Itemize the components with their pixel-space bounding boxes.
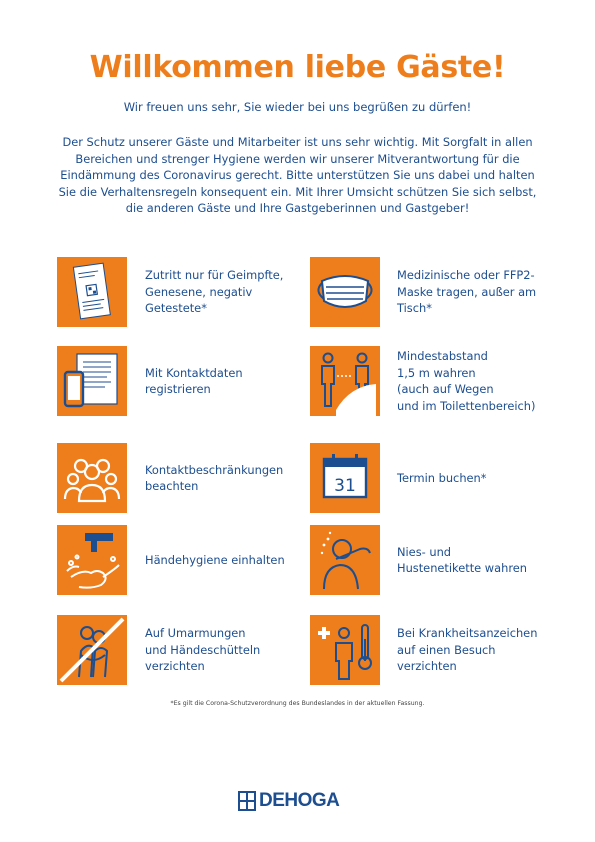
page-title: Willkommen liebe Gäste! (89, 50, 506, 85)
group-icon (57, 443, 127, 513)
rule-label-sneeze: Nies- und Hustenetikette wahren (397, 544, 527, 575)
no-hugging-icon (57, 615, 127, 685)
logo-wordmark: DEHOGA (259, 790, 340, 811)
subtitle: Wir freuen uns sehr, Sie wieder bei uns begrüßen zu dürfen! (123, 100, 472, 114)
sneeze-icon (310, 525, 380, 595)
footnote: *Es gilt die Corona-Schutzverordnung des Bundeslandes in der aktuellen Fassung. (170, 700, 425, 707)
rule-label-nohug: Auf Umarmungen und Händeschütteln verzichten (145, 626, 261, 674)
intro-text (20, 134, 575, 217)
rule-label-distance: Mindestabstand 1,5 m wahren (auch auf Wegen und im Toilettenbereich) (397, 349, 536, 413)
hand-washing-icon (57, 525, 127, 595)
intro-line: Eindämmung des Coronavirus gerecht. Bitte unterstützen Sie uns dabei und halten (60, 168, 535, 182)
distance-icon (310, 346, 380, 416)
contact-registration-icon (57, 346, 127, 416)
dehoga-mark-icon (238, 791, 256, 811)
certificate-icon (57, 257, 127, 327)
calendar-day: 31 (334, 476, 356, 496)
rule-label-contact: Mit Kontaktdaten registrieren (145, 365, 243, 396)
calendar-icon (310, 443, 380, 513)
rule-label-mask: Medizinische oder FFP2- Maske tragen, außer am Tisch* (397, 268, 537, 316)
rule-label-sick: Bei Krankheitsanzeichen auf einen Besuch verzichten (397, 626, 538, 674)
intro-line: Bereichen und strenger Hygiene werden wir unserer Mitverantwortung für die (75, 151, 520, 166)
sick-person-icon (310, 615, 380, 685)
face-mask-icon (310, 257, 380, 327)
intro-line: Der Schutz unserer Gäste und Mitarbeiter ist uns sehr wichtig. Mit Sorgfalt in allen (62, 135, 533, 149)
rule-label-booking: Termin buchen* (397, 470, 487, 485)
rule-label-handwash: Händehygiene einhalten (145, 552, 285, 567)
intro-line: Sie die Verhaltensregeln konsequent ein. Mit Ihrer Umsicht schützen Sie sich selbst, (58, 184, 537, 199)
rule-label-contacts: Kontaktbeschränkungen beachten (145, 462, 284, 493)
rule-label-certificate: Zutritt nur für Geimpfte, Genesene, negativ Getestete* (145, 268, 284, 316)
intro-line: die anderen Gäste und Ihre Gastgeberinnen und Gastgeber! (125, 201, 470, 215)
dehoga-logo (238, 790, 339, 812)
